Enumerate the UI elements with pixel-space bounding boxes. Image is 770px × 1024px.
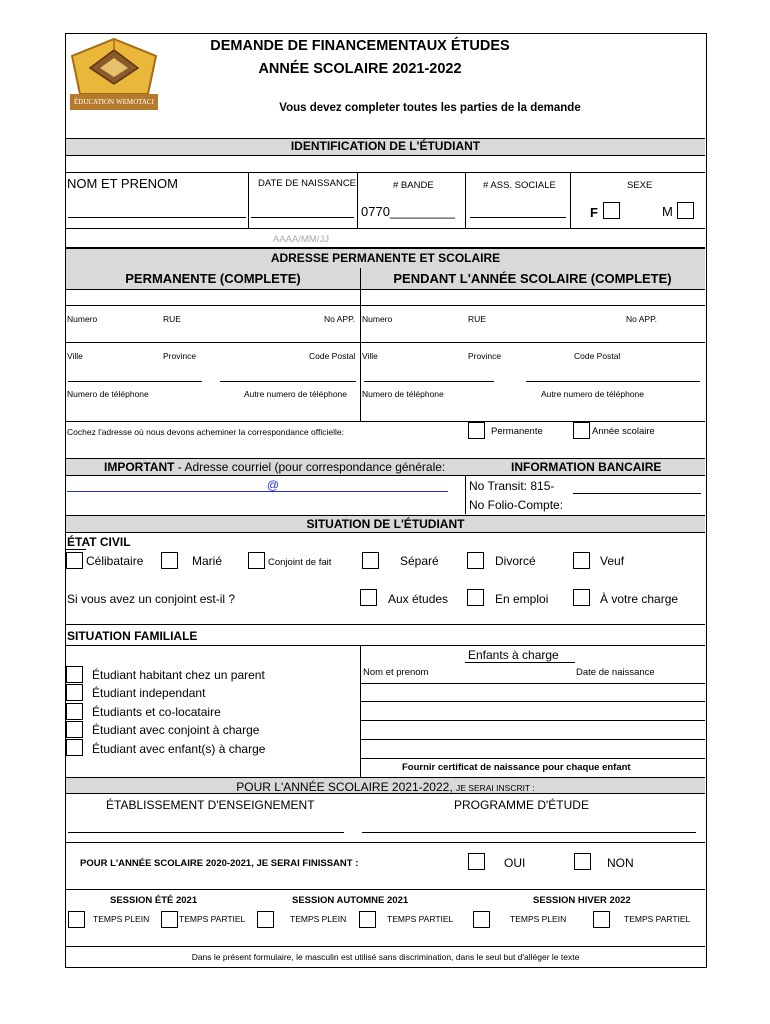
hiver-plein-label: TEMPS PLEIN: [510, 914, 567, 924]
school-phone-label: Numero de téléphone: [362, 389, 444, 399]
identification-title: IDENTIFICATION DE L'ÉTUDIANT: [290, 139, 481, 153]
enfant-dob-label: Date de naissance: [576, 667, 655, 678]
sex-m-label: M: [662, 204, 673, 219]
perm-ville: Ville: [67, 351, 83, 361]
marie-checkbox[interactable]: [161, 552, 178, 569]
ete-partiel-label: TEMPS PARTIEL: [179, 914, 246, 924]
automne-partiel-label: TEMPS PARTIEL: [387, 914, 454, 924]
en-emploi-label: En emploi: [495, 592, 549, 606]
logo-text-left: ÉDUCATION: [74, 98, 115, 106]
automne-plein-label: TEMPS PLEIN: [290, 914, 347, 924]
email-at: @: [266, 478, 280, 492]
divorce-label: Divorcé: [495, 554, 536, 568]
oui-checkbox[interactable]: [468, 853, 485, 870]
important-label: IMPORTANT: [104, 460, 175, 474]
session-hiver-label: SESSION HIVER 2022: [533, 895, 631, 906]
marie-label: Marié: [192, 554, 223, 568]
enfant-charge-checkbox[interactable]: [66, 739, 83, 756]
enfant-charge-label: Étudiant avec enfant(s) à charge: [92, 742, 266, 756]
footer-note: Dans le présent formulaire, le masculin est utilisé sans discrimination, dans le seul but d'alléger le texte: [191, 952, 580, 962]
band-field[interactable]: 0770_________: [361, 204, 455, 219]
conjoint-question: Si vous avez un conjoint est-il ?: [67, 592, 236, 606]
programme-label: PROGRAMME D'ÉTUDE: [454, 798, 589, 812]
perm-phone-field[interactable]: [68, 381, 202, 382]
sex-f-label: F: [590, 205, 598, 220]
form-year: ANNÉE SCOLAIRE 2021-2022: [258, 61, 462, 77]
separe-checkbox[interactable]: [362, 552, 379, 569]
independant-label: Étudiant independant: [92, 686, 206, 700]
school-rue: RUE: [468, 314, 486, 324]
certificat-note: Fournir certificat de naissance pour chaque enfant: [402, 762, 631, 773]
veuf-checkbox[interactable]: [573, 552, 590, 569]
hiver-partiel-checkbox[interactable]: [593, 911, 610, 928]
automne-plein-checkbox[interactable]: [257, 911, 274, 928]
form-subtitle: Vous devez completer toutes les parties de la demande: [279, 102, 581, 114]
etat-civil-label: ÉTAT CIVIL: [67, 535, 131, 549]
separe-label: Séparé: [400, 554, 439, 568]
annee-title-small: JE SERAI INSCRIT :: [456, 783, 535, 793]
enfant-row[interactable]: [360, 683, 705, 684]
programme-field[interactable]: [362, 832, 696, 833]
school-province: Province: [468, 351, 502, 361]
name-label: NOM ET PRENOM: [67, 176, 178, 191]
perm-phone-label: Numero de téléphone: [67, 389, 149, 399]
divorce-checkbox[interactable]: [467, 552, 484, 569]
annee-title-main: POUR L'ANNÉE SCOLAIRE 2021-2022,: [236, 780, 456, 794]
perm-province: Province: [163, 351, 197, 361]
sin-label: # ASS. SOCIALE: [483, 180, 556, 191]
school-postal: Code Postal: [574, 351, 621, 361]
form-title: DEMANDE DE FINANCEMENTAUX ÉTUDES: [210, 38, 510, 54]
logo-text-right: WEMOTACI: [116, 98, 154, 106]
co-locataire-checkbox[interactable]: [66, 703, 83, 720]
veuf-label: Veuf: [600, 554, 625, 568]
dob-label: DATE DE NAISSANCE: [258, 178, 357, 189]
etablissement-label: ÉTABLISSEMENT D'ENSEIGNEMENT: [106, 798, 315, 812]
automne-partiel-checkbox[interactable]: [359, 911, 376, 928]
conjoint-charge-label: Étudiant avec conjoint à charge: [92, 723, 260, 737]
non-checkbox[interactable]: [574, 853, 591, 870]
session-automne-label: SESSION AUTOMNE 2021: [292, 895, 409, 906]
permanent-label: Permanente: [491, 426, 543, 437]
independant-checkbox[interactable]: [66, 684, 83, 701]
sex-m-checkbox[interactable]: [677, 202, 694, 219]
enfants-title: Enfants à charge: [468, 648, 559, 662]
perm-postal: Code Postal: [309, 351, 356, 361]
annee-scolaire-checkbox[interactable]: [573, 422, 590, 439]
ete-plein-label: TEMPS PLEIN: [93, 914, 150, 924]
conjoint-de-fait-label: Conjoint de fait: [268, 557, 332, 568]
sex-label: SEXE: [627, 180, 653, 191]
hiver-plein-checkbox[interactable]: [473, 911, 490, 928]
name-field[interactable]: [68, 217, 246, 218]
perm-numero: Numero: [67, 314, 98, 324]
finissant-label: POUR L'ANNÉE SCOLAIRE 2020-2021, JE SERAI FINISSANT :: [80, 858, 359, 869]
a-votre-charge-label: À votre charge: [600, 592, 679, 606]
enfant-row[interactable]: [360, 739, 705, 740]
non-label: NON: [607, 856, 634, 870]
sex-f-checkbox[interactable]: [603, 202, 620, 219]
school-title: PENDANT L'ANNÉE SCOLAIRE (COMPLETE): [393, 271, 672, 286]
a-votre-charge-checkbox[interactable]: [573, 589, 590, 606]
transit-field[interactable]: [573, 493, 701, 494]
famille-title: SITUATION FAMILIALE: [67, 629, 198, 643]
en-emploi-checkbox[interactable]: [467, 589, 484, 606]
aux-etudes-label: Aux études: [388, 592, 449, 606]
perm-title: PERMANENTE (COMPLETE): [125, 271, 301, 286]
perm-app: No APP.: [324, 314, 356, 324]
oui-label: OUI: [504, 856, 526, 870]
form-frame: [65, 33, 707, 968]
bank-transit: No Transit: 815-: [469, 479, 555, 493]
etablissement-field[interactable]: [68, 832, 344, 833]
email-label: [104, 460, 445, 474]
chez-parent-label: Étudiant habitant chez un parent: [92, 668, 265, 682]
chez-parent-checkbox[interactable]: [66, 666, 83, 683]
sin-field[interactable]: [470, 217, 566, 218]
school-app: No APP.: [626, 314, 658, 324]
enfant-row[interactable]: [360, 758, 705, 759]
perm-alt-phone-field[interactable]: [220, 381, 356, 382]
ete-partiel-checkbox[interactable]: [161, 911, 178, 928]
conjoint-charge-checkbox[interactable]: [66, 721, 83, 738]
situation-title: SITUATION DE L'ÉTUDIANT: [306, 517, 465, 531]
hiver-partiel-label: TEMPS PARTIEL: [624, 914, 691, 924]
session-ete-label: SESSION ÉTÉ 2021: [110, 895, 198, 906]
ete-plein-checkbox[interactable]: [68, 911, 85, 928]
address-title: ADRESSE PERMANENTE ET SCOLAIRE: [270, 251, 501, 265]
bank-folio: No Folio-Compte:: [469, 498, 564, 512]
mail-choice-label: Cochez l'adresse où nous devons acheminer la correspondance officielle:: [67, 427, 344, 437]
co-locataire-label: Étudiants et co-locataire: [92, 705, 221, 719]
school-alt-phone-label: Autre numero de téléphone: [541, 389, 645, 399]
school-alt-phone-field[interactable]: [526, 381, 700, 382]
aux-etudes-checkbox[interactable]: [360, 589, 377, 606]
enfant-nom-label: Nom et prenom: [363, 667, 429, 678]
enfant-row[interactable]: [360, 701, 705, 702]
permanent-checkbox[interactable]: [468, 422, 485, 439]
celibataire-checkbox[interactable]: [66, 552, 83, 569]
celibataire-label: Célibataire: [86, 554, 144, 568]
email-field[interactable]: [67, 491, 448, 492]
school-ville: Ville: [362, 351, 378, 361]
band-label: # BANDE: [393, 180, 434, 191]
annee-title: [66, 778, 705, 796]
dob-hint: AAAA/MM/JJ: [273, 234, 329, 245]
perm-alt-phone-label: Autre numero de téléphone: [244, 389, 348, 399]
email-label-text: - Adresse courriel (pour correspondance générale:: [174, 460, 446, 474]
school-phone-field[interactable]: [364, 381, 494, 382]
perm-rue: RUE: [163, 314, 181, 324]
bank-title: INFORMATION BANCAIRE: [511, 460, 662, 474]
school-numero: Numero: [362, 314, 393, 324]
conjoint-de-fait-checkbox[interactable]: [248, 552, 265, 569]
annee-scolaire-label: Année scolaire: [592, 426, 655, 437]
enfant-row[interactable]: [360, 720, 705, 721]
dob-field[interactable]: [251, 217, 354, 218]
